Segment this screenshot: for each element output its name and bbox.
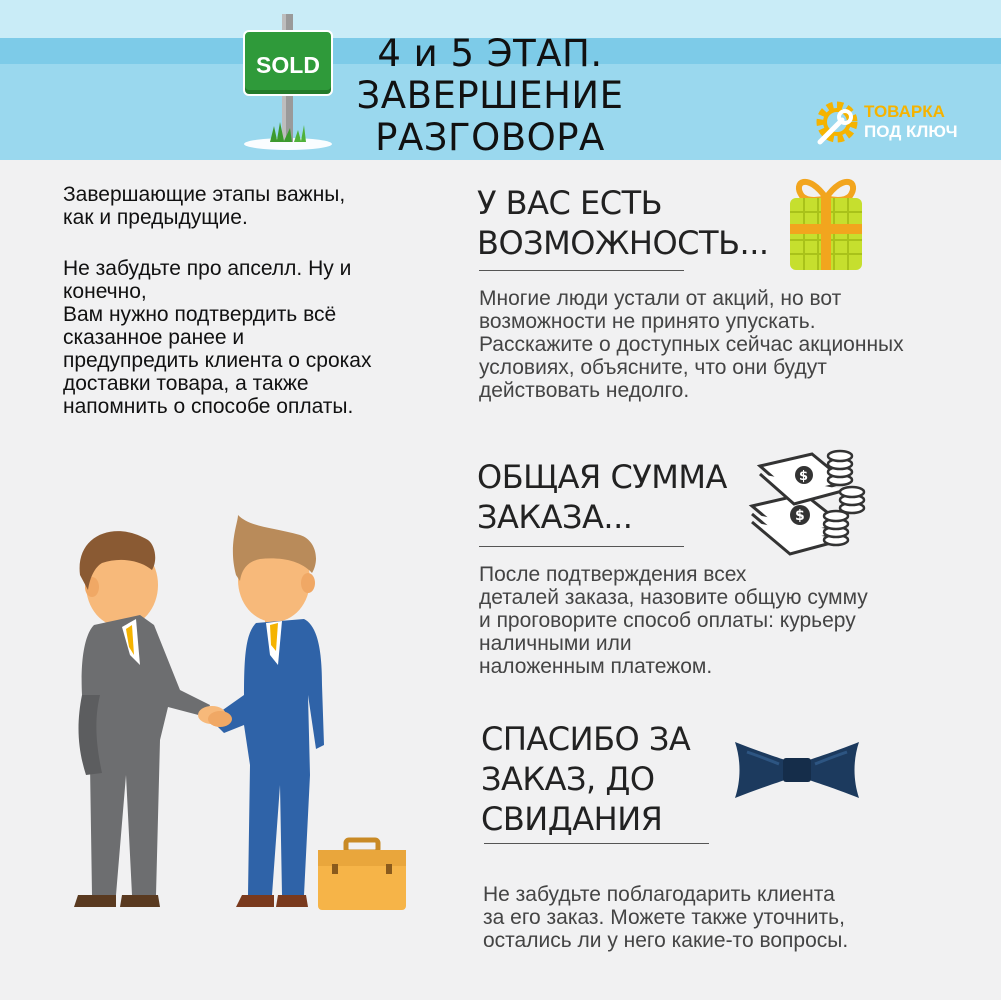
bow-tie-icon bbox=[735, 738, 859, 802]
section-divider bbox=[484, 843, 709, 844]
section-body-line: и проговорите способ оплаты: курьеру bbox=[479, 609, 856, 632]
section-title-line: ОБЩАЯ СУММА bbox=[477, 458, 727, 496]
section-title-line: СВИДАНИЯ bbox=[481, 800, 663, 838]
intro-text bbox=[63, 183, 443, 418]
intro-line: предупредить клиента о сроках bbox=[63, 349, 372, 372]
section-divider bbox=[479, 270, 684, 271]
section-body-line: условиях, объясните, что они будут bbox=[479, 356, 827, 379]
section-title-total bbox=[477, 457, 727, 537]
money-stack-icon bbox=[750, 448, 866, 558]
intro-line: напомнить о способе оплаты. bbox=[63, 395, 354, 418]
intro-line: доставки товара, а также bbox=[63, 372, 309, 395]
section-body-line: После подтверждения всех bbox=[479, 563, 747, 586]
intro-line: сказанное ранее и bbox=[63, 326, 245, 349]
page-title-line: РАЗГОВОРА bbox=[375, 116, 605, 159]
section-title-thanks bbox=[481, 719, 690, 839]
businessman-blue bbox=[210, 515, 324, 907]
brand-logo bbox=[812, 98, 972, 150]
section-title-line: У ВАС ЕСТЬ bbox=[477, 184, 663, 222]
gift-icon bbox=[788, 174, 864, 270]
brand-logo-text bbox=[864, 102, 958, 142]
page-title bbox=[340, 33, 640, 159]
section-body-opportunity bbox=[479, 287, 904, 402]
section-body-line: возможности не принято упускать. bbox=[479, 310, 816, 333]
intro-line: Не забудьте про апселл. Ну и bbox=[63, 257, 352, 280]
section-body-line: остались ли у него какие-то вопросы. bbox=[483, 929, 849, 952]
section-divider bbox=[479, 546, 684, 547]
section-body-line: действовать недолго. bbox=[479, 379, 690, 402]
page-title-line: ЗАВЕРШЕНИЕ bbox=[356, 74, 624, 117]
section-body-line: наложенным платежом. bbox=[479, 655, 713, 678]
svg-text:$: $ bbox=[795, 508, 805, 524]
section-title-line: СПАСИБО ЗА bbox=[481, 720, 691, 758]
section-body-thanks bbox=[483, 883, 848, 952]
section-body-line: наличными или bbox=[479, 632, 632, 655]
brand-logo-line: ТОВАРКА bbox=[864, 102, 945, 121]
section-title-line: ЗАКАЗА... bbox=[477, 498, 633, 536]
intro-line: Завершающие этапы важны, bbox=[63, 183, 346, 206]
brand-logo-line: ПОД КЛЮЧ bbox=[864, 122, 958, 141]
svg-text:$: $ bbox=[799, 469, 809, 484]
section-body-line: Не забудьте поблагодарить клиента bbox=[483, 883, 835, 906]
businessman-gray bbox=[74, 531, 210, 907]
sold-label: SOLD bbox=[243, 30, 333, 96]
section-body-line: Расскажите о доступных сейчас акционных bbox=[479, 333, 904, 356]
briefcase-icon bbox=[318, 840, 408, 910]
section-body-line: за его заказ. Можете также уточнить, bbox=[483, 906, 845, 929]
section-body-line: деталей заказа, назовите общую сумму bbox=[479, 586, 868, 609]
gear-wrench-icon bbox=[812, 98, 862, 150]
intro-line: как и предыдущие. bbox=[63, 206, 248, 229]
section-title-line: ЗАКАЗ, ДО bbox=[481, 760, 655, 798]
intro-line: конечно, bbox=[63, 280, 147, 303]
page-title-line: 4 и 5 ЭТАП. bbox=[377, 32, 603, 75]
intro-line: Вам нужно подтвердить всё bbox=[63, 303, 337, 326]
section-body-line: Многие люди устали от акций, но вот bbox=[479, 287, 842, 310]
section-title-line: ВОЗМОЖНОСТЬ... bbox=[477, 224, 769, 262]
section-body-total bbox=[479, 563, 868, 678]
sold-sign-icon bbox=[240, 14, 336, 154]
section-title-opportunity bbox=[477, 183, 769, 263]
